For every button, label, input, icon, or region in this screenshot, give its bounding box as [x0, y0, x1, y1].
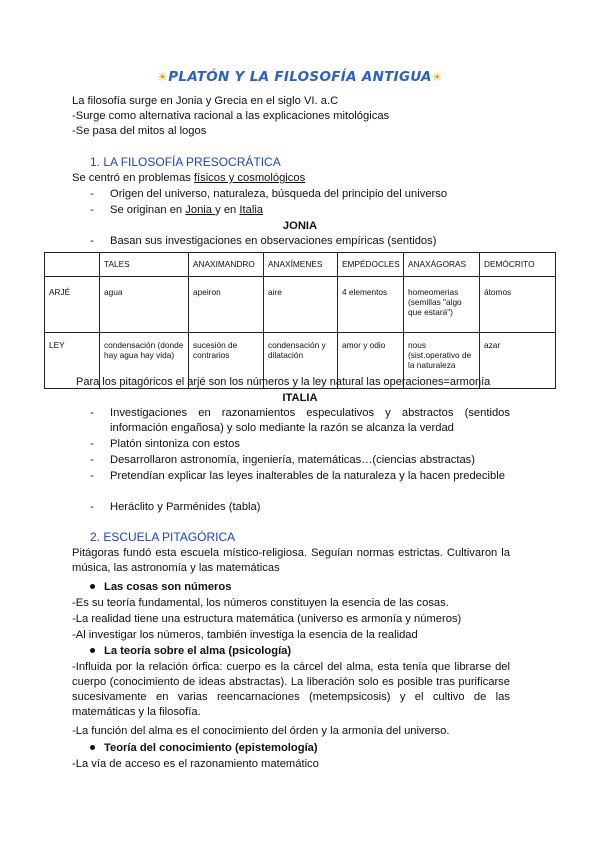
table-cell: nous (sist.operativo de la naturaleza: [404, 333, 480, 389]
document-page: ☀PLATÓN Y LA FILOSOFÍA ANTIGUA☀ La filosofía surge en Jonia y Grecia en el siglo VI. a.C -Surge como alternativa racional a las explicaciones mitológicas -Se pasa del mitos al logos 1. LA FILOSOFÍA PRESOCRÁTICA Se centró en problemas físicos y cosmológicos - Origen del universo, naturaleza, búsqueda del principio del universo - Se originan en Jonia y en Italia JONIA - Basan sus investigaciones en observaciones empíricas (sentidos) TALES ANAXIMANDRO ANAXÍMENES EMPÉDOCLES ANAXÁGORAS DEMÓCRITO ARJÉ agua apeiron aire 4 elementos homeomerias (semillas "algo que estará") átomos LEY condensación (donde hay agua hay vida) sucesión de contrarios condensación y dilatación amor y odio nous (sist.operativo de la naturaleza azar Para los pitagóricos el arjé son los números y la ley natural las operaciones=armonía ITALIA - Investigaciones en razonamientos especulativos y abstractos (sentidos información engañosa) y solo mediante la razón se alcanza la verdad - Platón sintoniza con estos - Desarrollaron astronomía, ingeniería, matemáticas…(ciencias abstractas) - Pretendían explicar las leyes inalterables de la naturaleza y la hacen predecible - Heráclito y Parménides (tabla) 2. ESCUELA PITAGÓRICA Pitágoras fundó esta escuela místico-religiosa. Seguían normas estrictas. Cultivaron la música, las astronomía y las matemáticas Las cosas son números -Es su teoría fundamental, los números constituyen la esencia de las cosas. -La realidad tiene una estructura matemática (universo es armonía y números) -Al investigar los números, también investiga la esencia de la realidad La teoría sobre el alma (psicología) -Influida por la relación órfica: cuerpo es la cárcel del alma, esta tenía que librarse del cuerpo (conocimiento de ideas abstractas). La liberación solo es posible tras purificarse sucesivamente en varias reencarnaciones (metempsicosis) y el cultivo de las matemáticas y la filosofía. -La función del alma es el conocimiento del órden y la armonía del universo. Teoría del conocimiento (epistemología) -La vía de acceso es el razonamiento matemático: [0, 0, 600, 848]
subheading-italia: ITALIA: [282, 392, 318, 404]
bullet-heading: Teoría del conocimiento (epistemología): [90, 741, 318, 756]
table-header-cell: ANAXÁGORAS: [404, 253, 480, 277]
bullet-heading: Las cosas son números: [90, 580, 231, 595]
underlined-term: Jonia: [185, 204, 216, 216]
underlined-term: Italia: [239, 204, 264, 216]
body-paragraph: -Influida por la relación órfica: cuerpo es la cárcel del alma, esta tenía que librarse del cuerpo (conocimiento de ideas abstractas). La liberación solo es posible tras purificarse sucesivamente en varias reencarnaciones (metempsicosis) y el cultivo de las matemáticas y la filosofía.: [72, 661, 510, 718]
table-cell: condensación y dilatación: [264, 333, 338, 389]
intro-line: -Surge como alternativa racional a las explicaciones mitológicas: [72, 110, 390, 122]
table-header-cell: TALES: [100, 253, 189, 277]
table-cell: condensación (donde hay agua hay vida): [100, 333, 189, 389]
table-header-cell: DEMÓCRITO: [480, 253, 556, 277]
table-cell: átomos: [480, 277, 556, 333]
bullet-dot: [90, 745, 95, 750]
table-row: [45, 277, 556, 333]
table-header-cell: EMPÉDOCLES: [338, 253, 404, 277]
bullet-dot: [90, 584, 95, 589]
subheading-jonia: JONIA: [282, 220, 318, 232]
body-line: -Es su teoría fundamental, los números constituyen la esencia de las cosas.: [72, 597, 449, 609]
section2-intro: Pitágoras fundó esta escuela místico-religiosa. Seguían normas estrictas. Cultivaron la música, las astronomía y las matemáticas: [72, 547, 510, 574]
table-cell: azar: [480, 333, 556, 389]
sun-icon: ☀: [431, 70, 443, 84]
section-heading-pitagorica: 2. ESCUELA PITAGÓRICA: [90, 530, 236, 544]
table-cell: ARJÉ: [45, 277, 100, 333]
body-line: -La función del alma es el conocimiento del órden y la armonía del universo.: [72, 725, 450, 737]
intro-line: -Se pasa del mitos al logos: [72, 125, 207, 137]
page-title: ☀PLATÓN Y LA FILOSOFÍA ANTIGUA☀: [157, 69, 443, 85]
table-cell: 4 elementos: [338, 277, 404, 333]
body-line: -La vía de acceso es el razonamiento matemático: [72, 758, 319, 770]
underlined-term: físicos y cosmológicos: [193, 172, 306, 184]
table-cell: sucesión de contrarios: [189, 333, 264, 389]
body-line: -La realidad tiene una estructura matemática (universo es armonía y números): [72, 613, 462, 625]
bullet-dot: [90, 648, 95, 653]
section-heading-presocratica: 1. LA FILOSOFÍA PRESOCRÁTICA: [90, 155, 281, 169]
table-cell: LEY: [45, 333, 100, 389]
table-header-cell: ANAXIMANDRO: [189, 253, 264, 277]
bullet-heading: La teoría sobre el alma (psicología): [90, 644, 291, 659]
table-cell: homeomerias (semillas "algo que estará"): [404, 277, 480, 333]
section1-intro: Se centró en problemas físicos y cosmológicos: [72, 172, 306, 184]
pitagoricos-note: Para los pitagóricos el arjé son los números y la ley natural las operaciones=armonía: [76, 376, 491, 388]
sun-icon: ☀: [157, 70, 169, 84]
table-cell: agua: [100, 277, 189, 333]
philosophers-table: [44, 252, 556, 389]
table-cell: apeiron: [189, 277, 264, 333]
table-header-cell: ANAXÍMENES: [264, 253, 338, 277]
table-cell: aire: [264, 277, 338, 333]
body-line: -Al investigar los números, también investiga la esencia de la realidad: [72, 629, 418, 641]
table-cell: amor y odio: [338, 333, 404, 389]
intro-line: La filosofía surge en Jonia y Grecia en el siglo VI. a.C: [72, 95, 339, 107]
table-header-cell: [45, 253, 100, 277]
table-header-row: [45, 253, 556, 277]
